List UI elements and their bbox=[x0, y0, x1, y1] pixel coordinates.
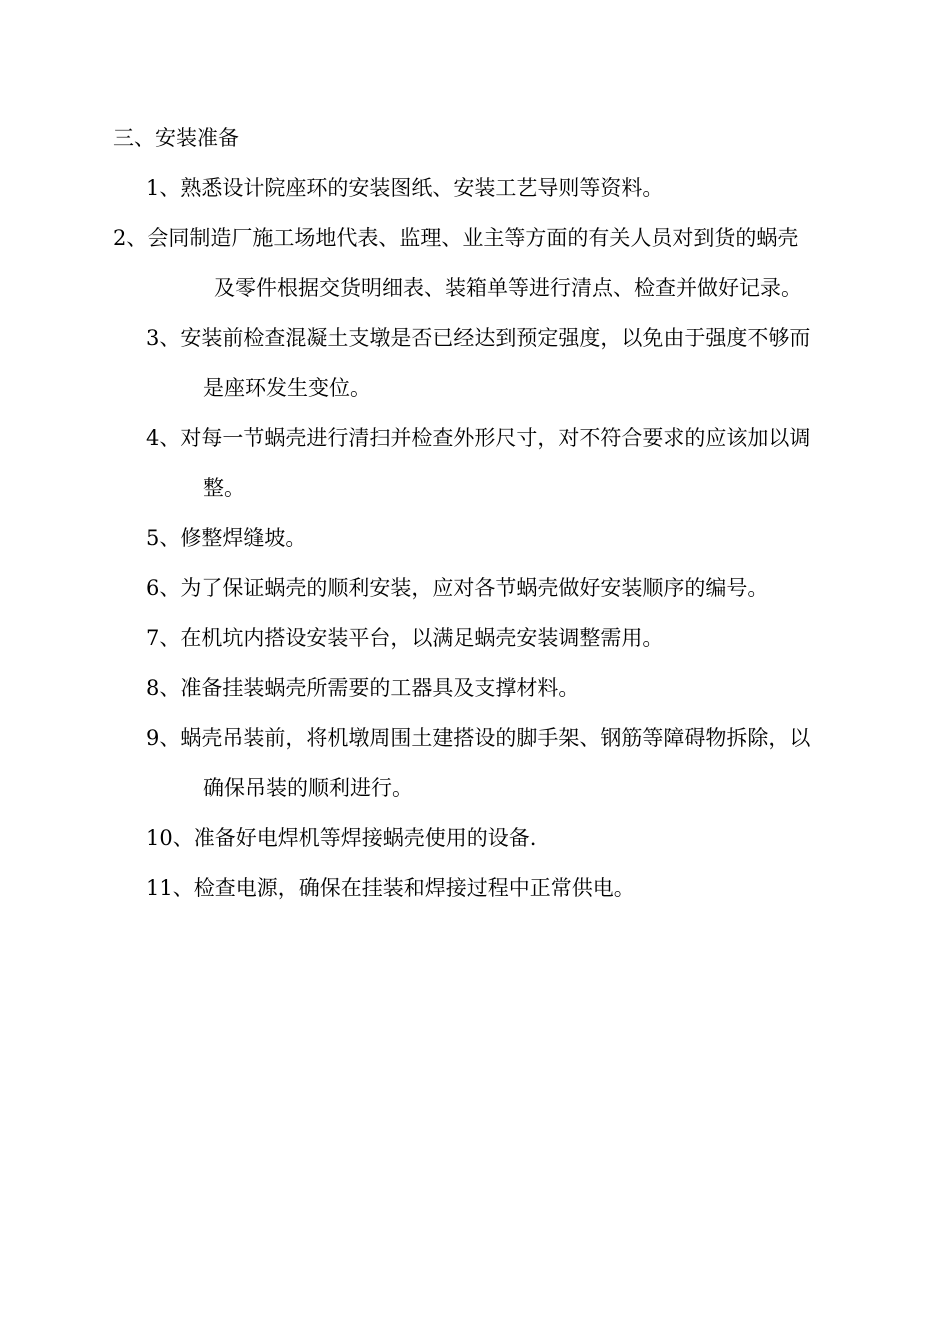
list-item-4-line-1: 4、对每一节蜗壳进行清扫并检查外形尺寸，对不符合要求的应该加以调 bbox=[146, 426, 811, 450]
list-item-7: 7、在机坑内搭设安装平台，以满足蜗壳安装调整需用。 bbox=[146, 626, 664, 650]
list-item-3-line-1: 3、安装前检查混凝土支墩是否已经达到预定强度，以免由于强度不够而 bbox=[146, 326, 811, 350]
list-item-9-line-2: 确保吊装的顺利进行。 bbox=[203, 776, 413, 800]
list-item-1: 1、熟悉设计院座环的安装图纸、安装工艺导则等资料。 bbox=[146, 176, 664, 200]
list-item-9-line-1: 9、蜗壳吊装前，将机墩周围土建搭设的脚手架、钢筋等障碍物拆除，以 bbox=[146, 726, 811, 750]
list-item-5: 5、修整焊缝坡。 bbox=[146, 526, 307, 550]
list-item-11: 11、检查电源，确保在挂装和焊接过程中正常供电。 bbox=[146, 876, 635, 900]
list-item-2-line-2: 及零件根据交货明细表、装箱单等进行清点、检查并做好记录。 bbox=[214, 276, 802, 300]
list-item-6: 6、为了保证蜗壳的顺利安装，应对各节蜗壳做好安装顺序的编号。 bbox=[146, 576, 769, 600]
section-heading: 三、安装准备 bbox=[113, 126, 239, 150]
list-item-4-line-2: 整。 bbox=[203, 476, 245, 500]
list-item-8: 8、准备挂装蜗壳所需要的工器具及支撑材料。 bbox=[146, 676, 580, 700]
list-item-2-line-1: 2、会同制造厂施工场地代表、监理、业主等方面的有关人员对到货的蜗壳 bbox=[113, 226, 799, 250]
list-item-10: 10、准备好电焊机等焊接蜗壳使用的设备. bbox=[146, 826, 537, 850]
list-item-3-line-2: 是座环发生变位。 bbox=[203, 376, 371, 400]
